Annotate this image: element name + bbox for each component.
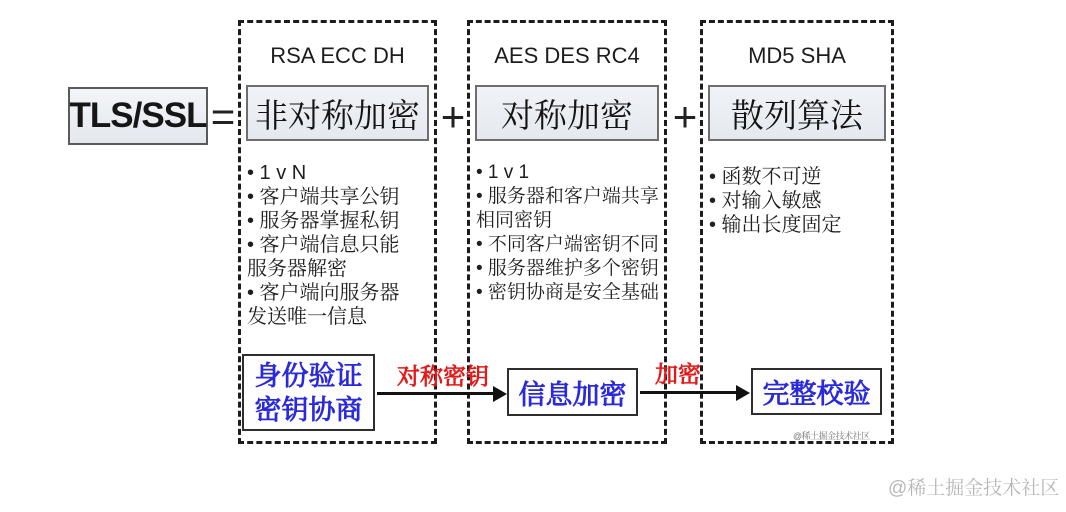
bullet-item: • 函数不可逆 — [709, 166, 822, 188]
arrow-2-label-encrypt: 加密 — [655, 361, 701, 387]
column-symmetric-algorithms: AES DES RC4 — [494, 43, 640, 68]
plus-sign-1: + — [440, 93, 466, 140]
juejin-community-watermark: @稀土掘金技术社区 — [888, 478, 1060, 499]
flow-step-line: 密钥协商 — [254, 394, 363, 425]
column-asymmetric-title-box — [246, 85, 429, 141]
tls-ssl-label: TLS/SSL — [69, 96, 207, 135]
bullet-item: • 服务器掌握私钥 — [247, 210, 400, 232]
arrow-1-shaft — [377, 392, 495, 395]
column-hash-algorithms: MD5 SHA — [748, 43, 846, 68]
flow-step-line: 身份验证 — [254, 360, 363, 391]
flow-step-integrity-check — [751, 368, 882, 415]
bullet-item: • 服务器维护多个密钥 — [476, 258, 659, 279]
bullet-item: • 1 v N — [247, 162, 307, 184]
flow-step-line: 信息加密 — [518, 379, 627, 410]
column-symmetric-title: 对称加密 — [501, 96, 633, 134]
bullet-item: • 不同客户端密钥不同 — [476, 234, 659, 255]
bullet-item: • 服务器和客户端共享相同密钥 — [476, 186, 659, 231]
column-hash-title: 散列算法 — [731, 96, 863, 134]
column-symmetric-title-box — [475, 85, 659, 141]
bullet-item: • 输出长度固定 — [709, 214, 842, 236]
bullet-item: • 客户端信息只能服务器解密 — [247, 234, 400, 280]
bullet-item: • 客户端共享公钥 — [247, 186, 400, 208]
bullet-item: • 密钥协商是安全基础 — [476, 282, 659, 303]
small-watermark: @稀土掘金技术社区 — [793, 431, 870, 441]
equals-sign: = — [210, 93, 236, 140]
flow-step-line: 完整校验 — [762, 379, 871, 409]
column-asymmetric-algorithms: RSA ECC DH — [270, 43, 405, 68]
column-asymmetric-bullets — [247, 161, 407, 329]
arrow-2-shaft — [640, 391, 737, 394]
tls-ssl-subject-box — [68, 87, 208, 145]
arrow-1-label-symmetric-key: 对称密钥 — [397, 363, 489, 389]
bullet-item: • 客户端向服务器发送唯一信息 — [247, 282, 400, 328]
arrow-2-head-icon — [736, 385, 750, 401]
bullet-item: • 1 v 1 — [476, 162, 530, 183]
column-asymmetric-title: 非对称加密 — [255, 96, 420, 134]
column-hash-title-box — [708, 85, 886, 141]
bullet-item: • 对输入敏感 — [709, 190, 822, 212]
column-hash-bullets — [709, 165, 889, 237]
flow-step-authentication-key-negotiation — [242, 354, 375, 431]
column-symmetric-bullets — [476, 161, 668, 305]
plus-sign-2: + — [672, 93, 698, 140]
